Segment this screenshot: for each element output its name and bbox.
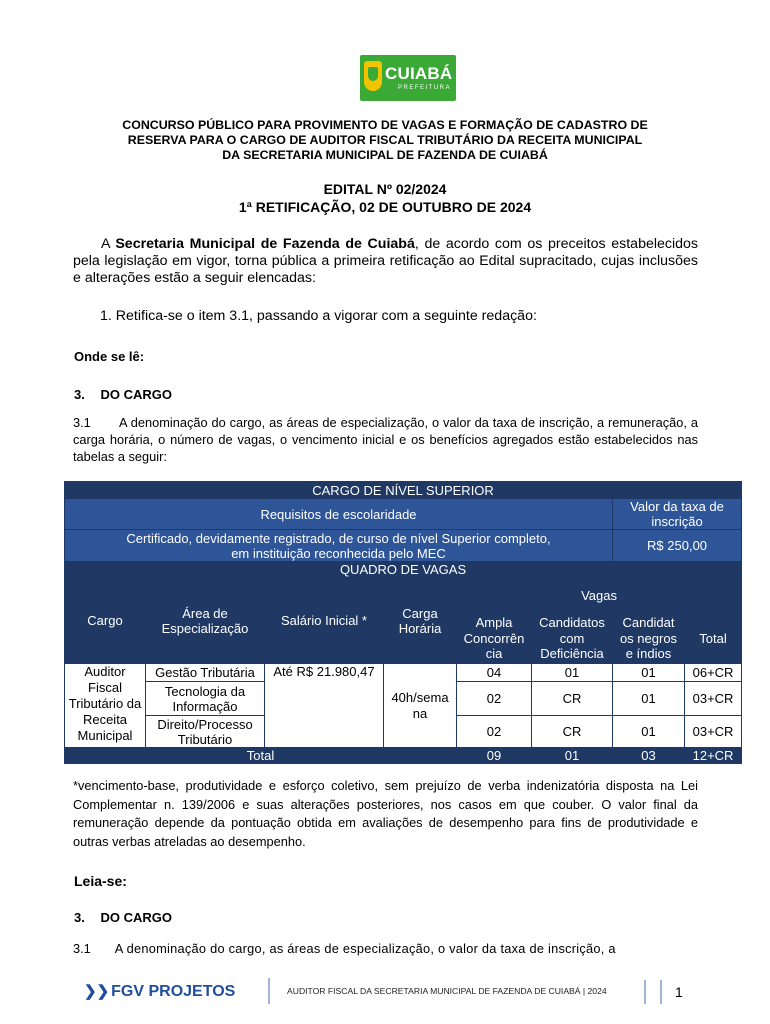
header-line-2: RESERVA PARA O CARGO DE AUDITOR FISCAL TRIBUTÁRIO DA RECEITA MUNICIPAL [127,133,643,147]
intro-paragraph [73,236,698,287]
col-carga: Carga Horária [384,578,457,664]
section-number: 3. [74,387,85,402]
col-salario: Salário Inicial * [265,578,384,664]
cell-area-2: Tecnologia da Informação [146,682,265,716]
paragraph-3-1b-text: A denominação do cargo, as áreas de especialização, o valor da taxa de inscrição, a [114,941,616,956]
cell-salario: Até R$ 21.980,47 [265,664,384,748]
crest-icon [364,61,382,91]
cell-carga: 40h/sema na [384,664,457,748]
page-number: 1 [675,984,683,1000]
footer-divider-right-1 [644,980,646,1004]
col-vagas: Vagas [457,578,742,614]
total-label: Total [65,748,457,764]
vagas-table [64,481,742,764]
item-1: 1. Retifica-se o item 3.1, passando a vigorar com a seguinte redação: [100,308,537,324]
section-title-2: DO CARGO [100,910,172,925]
req-line-1: Certificado, devidamente registrado, de curso de nível Superior completo, [126,530,551,546]
header-line-3: DA SECRETARIA MUNICIPAL DE FAZENDA DE CUIABÁ [222,148,548,162]
edital-subtitle: 1ª RETIFICAÇÃO, 02 DE OUTUBRO DE 2024 [238,199,532,215]
edital-title: EDITAL Nº 02/2024 [323,181,447,197]
intro-prefix: A [101,236,116,252]
section-title: DO CARGO [100,387,172,402]
intro-rest: , de acordo com os preceitos estabelecidos pela legislação em vigor, torna pública a primeira retificação ao Edital supracitado, cujas inclusões e alterações estão a seguir elencadas: [73,236,699,286]
cell-ampla-1: 04 [457,664,532,682]
paragraph-3-1b-number: 3.1 [73,941,91,956]
cell-def-3: CR [532,716,613,748]
total-def: 01 [532,748,613,764]
fee-value: R$ 250,00 [613,530,742,562]
paragraph-3-1 [73,414,698,465]
req-line-2: em instituição reconhecida pelo MEC [231,545,446,561]
header-line-1: CONCURSO PÚBLICO PARA PROVIMENTO DE VAGAS E FORMAÇÃO DE CADASTRO DE [122,118,648,132]
section-number-2: 3. [74,910,85,925]
footer-divider-left [268,978,270,1004]
total-total: 12+CR [685,748,742,764]
req-text [65,530,613,562]
total-ampla: 09 [457,748,532,764]
fee-header: Valor da taxa de inscrição [613,499,742,530]
col-total: Total [685,614,742,664]
footnote: *vencimento-base, produtividade e esforço coletivo, sem prejuízo de verba indenizatória disposta na Lei Complementar n. 139/2006 e suas alterações posteriores, nos casos em que couber. O valor final da remuneração depende da pontuação obtida em avaliações de desempenho para fins de produtividade e outras verbas atreladas ao desempenho. [73,778,698,849]
cell-area-3: Direito/Processo Tributário [146,716,265,748]
logo-name: CUIABÁ [385,64,453,83]
fgv-logo-text: FGV PROJETOS [111,983,236,1000]
cell-neg-3: 01 [613,716,685,748]
paragraph-3-1-text: A denominação do cargo, as áreas de especialização, o valor da taxa de inscrição, a remuneração, a carga horária, o número de vagas, o vencimento inicial e os benefícios agregados estão estabelecidos nas tabelas a seguir: [73,415,698,464]
cell-ampla-3: 02 [457,716,532,748]
fgv-chevron-icon: ❯❯ [84,983,110,1000]
col-cargo: Cargo [65,578,146,664]
intro-org: Secretaria Municipal de Fazenda de Cuiabá [115,236,415,252]
col-negros: Candidat os negros e índios [613,614,685,664]
total-neg: 03 [613,748,685,764]
cell-total-2: 03+CR [685,682,742,716]
cell-total-3: 03+CR [685,716,742,748]
leia-se: Leia-se: [74,873,127,889]
col-ampla: Ampla Concorrên cia [457,614,532,664]
cell-cargo: Auditor Fiscal Tributário da Receita Municipal [65,664,146,748]
fgv-logo [84,982,235,1001]
logo-subtitle: PREFEITURA [398,85,452,91]
cell-ampla-2: 02 [457,682,532,716]
onde-se-le: Onde se lê: [74,349,145,364]
cell-def-2: CR [532,682,613,716]
footer-text: AUDITOR FISCAL DA SECRETARIA MUNICIPAL DE FAZENDA DE CUIABÁ | 2024 [287,986,607,996]
cell-neg-2: 01 [613,682,685,716]
section-heading-2 [74,910,172,925]
cell-neg-1: 01 [613,664,685,682]
cell-total-1: 06+CR [685,664,742,682]
footer-divider-right-2 [660,980,662,1004]
cell-def-1: 01 [532,664,613,682]
quadro-title: QUADRO DE VAGAS [65,562,742,578]
req-header: Requisitos de escolaridade [65,499,613,530]
paragraph-3-1-number: 3.1 [73,415,91,430]
cell-area-1: Gestão Tributária [146,664,265,682]
section-heading [74,387,172,402]
col-deficiencia: Candidatos com Deficiência [532,614,613,664]
paragraph-3-1-continued [73,940,698,957]
col-area: Área de Especialização [146,578,265,664]
table-title: CARGO DE NÍVEL SUPERIOR [65,482,742,499]
cuiaba-logo [360,55,456,101]
